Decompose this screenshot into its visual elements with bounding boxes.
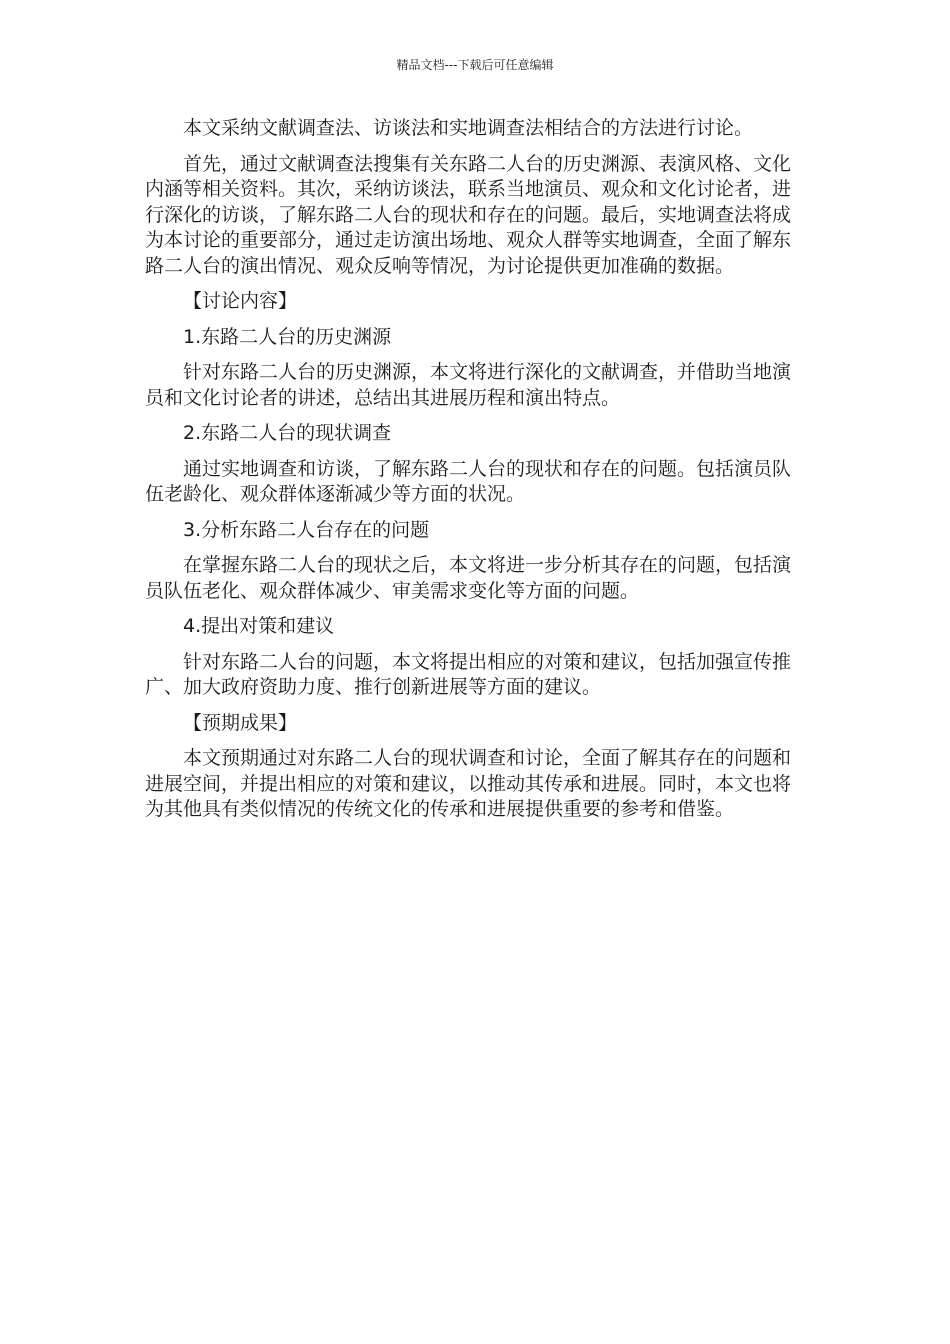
section-heading-expected-results: 【预期成果】	[183, 711, 298, 734]
item-text-2: 通过实地调查和访谈，了解东路二人台的现状和存在的问题。包括演员队伍老龄化、观众群体逐渐减少等方面的状况。	[145, 457, 792, 505]
section-heading-research-content: 【讨论内容】	[183, 290, 298, 312]
item-heading-3: 3.分析东路二人台存在的问题	[183, 518, 430, 541]
item-text-3: 在掌握东路二人台的现状之后，本文将进一步分析其存在的问题，包括演员队伍老化、观众群体减少、审美需求变化等方面的问题。	[145, 554, 792, 602]
item-heading-2: 2.东路二人台的现状调查	[183, 422, 392, 444]
item-text-4: 针对东路二人台的问题，本文将提出相应的对策和建议，包括加强宣传推广、加大政府资助力度、推行创新进展等方面的建议。	[145, 650, 792, 698]
paragraph-methods-detail: 首先，通过文献调查法搜集有关东路二人台的历史渊源、表演风格、文化内涵等相关资料。其次，采纳访谈法，联系当地演员、观众和文化讨论者，进行深化的访谈，了解东路二人台的现状和存在的问题。最后，实地调查法将成为本讨论的重要部分，通过走访演出场地、观众人群等实地调查，全面了解东路二人台的演出情况、观众反响等情况，为讨论提供更加准确的数据。	[145, 152, 792, 277]
paragraph-methods: 本文采纳文献调查法、访谈法和实地调查法相结合的方法进行讨论。	[183, 117, 754, 139]
item-heading-4: 4.提出对策和建议	[183, 615, 335, 637]
paragraph-expected-results: 本文预期通过对东路二人台的现状调查和讨论，全面了解其存在的问题和进展空间，并提出相应的对策和建议，以推动其传承和进展。同时，本文也将为其他具有类似情况的传统文化的传承和进展提供重要的参考和借鉴。	[145, 747, 792, 820]
page-header: 精品文档---下载后可任意编辑	[396, 58, 554, 72]
document-body	[145, 116, 805, 833]
item-heading-1: 1.东路二人台的历史渊源	[183, 325, 392, 348]
item-text-1: 针对东路二人台的历史渊源，本文将进行深化的文献调查，并借助当地演员和文化讨论者的讲述，总结出其进展历程和演出特点。	[145, 361, 792, 409]
